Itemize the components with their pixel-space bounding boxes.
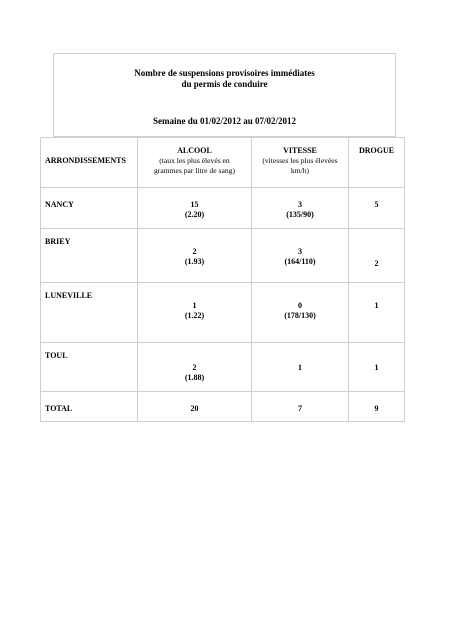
drogue-value: 1 <box>374 363 379 372</box>
drogue-value: 5 <box>374 200 379 209</box>
table-row <box>41 343 405 392</box>
header-arrondissements <box>41 138 138 188</box>
total-drogue-value: 9 <box>374 404 379 413</box>
alcool-detail: (1.22) <box>184 311 205 320</box>
total-vitesse-value: 7 <box>298 404 302 413</box>
cell-drogue <box>349 283 405 343</box>
title-box <box>53 53 396 137</box>
alcool-detail: (1.93) <box>184 257 205 266</box>
alcool-detail: (1.88) <box>184 373 205 382</box>
title-line-1: Nombre de suspensions provisoires immédiates <box>134 68 315 78</box>
header-drogue <box>349 138 405 188</box>
vitesse-value: 3 <box>298 200 302 209</box>
cell-alcool <box>138 283 252 343</box>
header-alcool <box>138 138 252 188</box>
vitesse-value: 1 <box>298 363 302 372</box>
cell-drogue <box>349 343 405 392</box>
table-total-row <box>41 392 405 422</box>
total-alcool <box>138 392 252 422</box>
header-alcool-sub-2: grammes par litre de sang) <box>154 165 235 175</box>
cell-vitesse <box>252 188 349 229</box>
header-vitesse-sub-1: (vitesses les plus élevées <box>262 156 338 165</box>
table-row <box>41 283 405 343</box>
header-vitesse-label: VITESSE <box>283 146 317 155</box>
title-period: Semaine du 01/02/2012 au 07/02/2012 <box>152 116 296 126</box>
header-drogue-label: DROGUE <box>358 146 395 155</box>
title-line-2: du permis de conduire <box>181 79 268 89</box>
drogue-value: 2 <box>374 259 379 268</box>
row-name-label: LUNEVILLE <box>45 291 93 300</box>
vitesse-detail: (164/110) <box>284 257 316 266</box>
cell-vitesse <box>252 343 349 392</box>
header-alcool-sub-1: (taux les plus élevés en <box>159 156 230 165</box>
row-name <box>41 229 138 283</box>
vitesse-value: 3 <box>298 247 302 256</box>
row-name <box>41 188 138 229</box>
row-name-label: NANCY <box>45 200 74 209</box>
header-arrondissements-label: ARRONDISSEMENTS <box>45 156 126 165</box>
total-name <box>41 392 138 422</box>
row-name-label: BRIEY <box>45 237 71 246</box>
alcool-value: 1 <box>192 301 197 310</box>
cell-drogue <box>349 229 405 283</box>
cell-vitesse <box>252 229 349 283</box>
drogue-value: 1 <box>374 301 379 310</box>
row-name-label: TOUL <box>45 351 68 360</box>
table-header-row <box>41 138 405 188</box>
vitesse-detail: (135/90) <box>286 210 314 219</box>
vitesse-value: 0 <box>298 301 302 310</box>
suspensions-table <box>40 137 405 422</box>
header-alcool-label: ALCOOL <box>177 146 212 155</box>
cell-alcool <box>138 229 252 283</box>
row-name <box>41 343 138 392</box>
total-drogue <box>349 392 405 422</box>
vitesse-detail: (178/130) <box>284 311 316 320</box>
cell-alcool <box>138 188 252 229</box>
total-vitesse <box>252 392 349 422</box>
table-row <box>41 188 405 229</box>
header-vitesse-sub-2: km/h) <box>290 165 310 175</box>
cell-drogue <box>349 188 405 229</box>
alcool-value: 15 <box>190 200 199 209</box>
alcool-detail: (2.20) <box>184 210 205 219</box>
row-name <box>41 283 138 343</box>
table-row <box>41 229 405 283</box>
total-alcool-value: 20 <box>190 404 199 413</box>
cell-vitesse <box>252 283 349 343</box>
alcool-value: 2 <box>192 247 197 256</box>
cell-alcool <box>138 343 252 392</box>
alcool-value: 2 <box>192 363 197 372</box>
total-label: TOTAL <box>45 404 73 413</box>
header-vitesse <box>252 138 349 188</box>
